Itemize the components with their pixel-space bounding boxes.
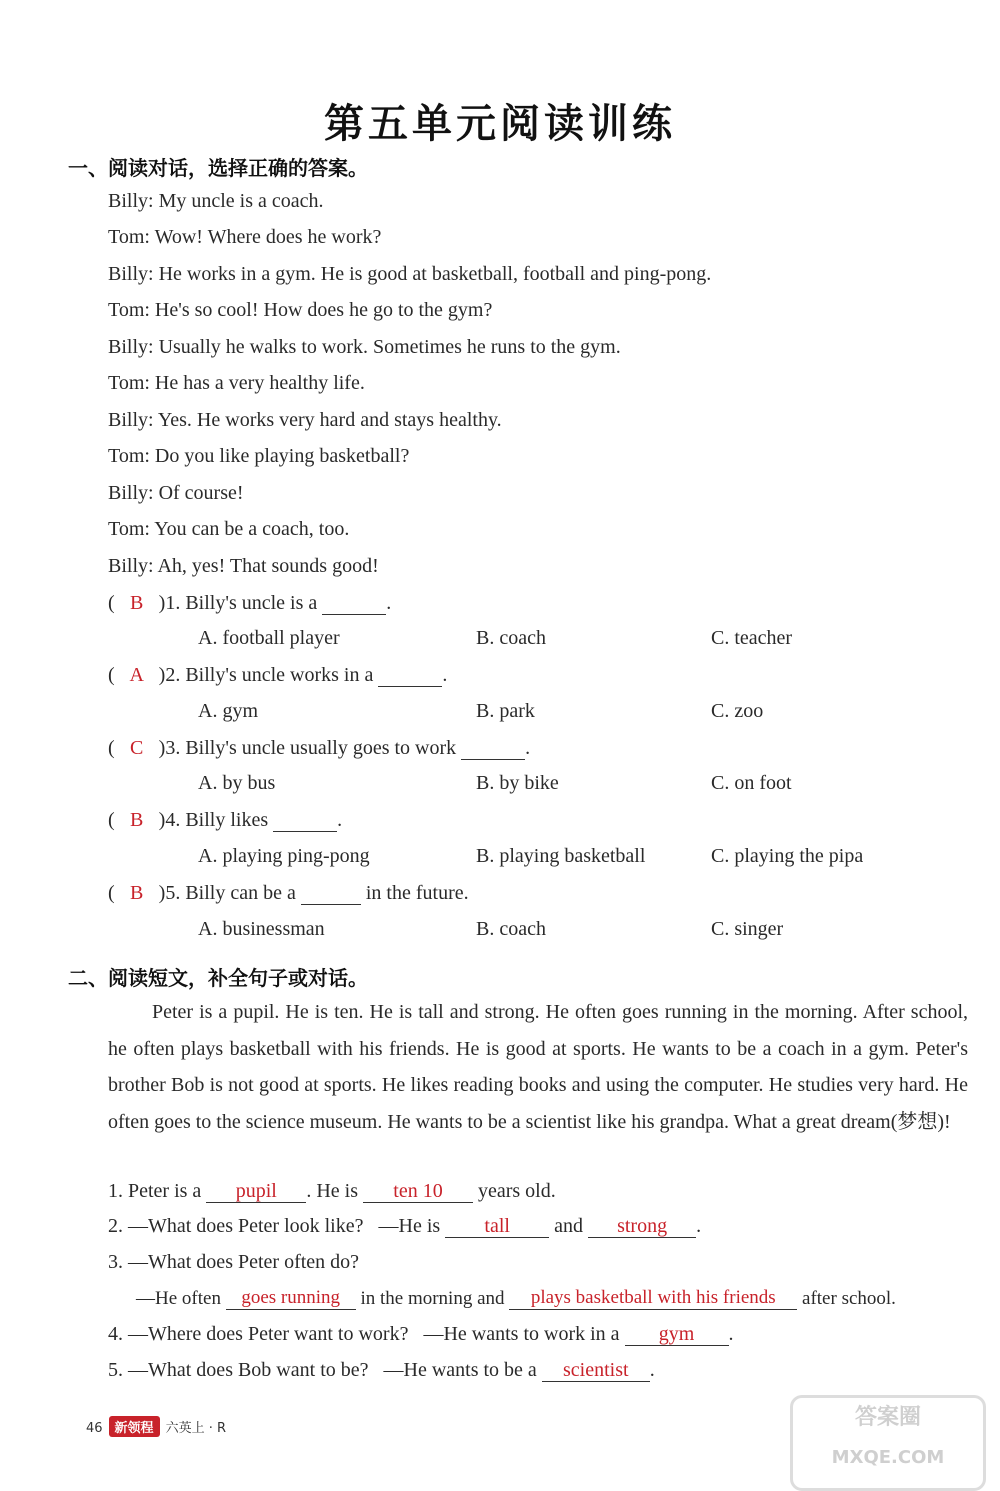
fill-question-3: 3. —What does Peter often do?: [108, 1251, 360, 1273]
blank[interactable]: [378, 664, 442, 687]
option-a: A. gym: [198, 700, 258, 722]
question-4: ( B )4. Billy likes .: [108, 809, 343, 831]
dialogue-line: Billy: Yes. He works very hard and stays healthy.: [108, 409, 502, 431]
dialogue-line: Billy: Of course!: [108, 482, 244, 504]
fill-question-3-answer: —He often goes running in the morning and plays basketball with his friends after school.: [136, 1287, 896, 1309]
answer-mark: B: [130, 592, 144, 614]
option-c: C. zoo: [711, 700, 764, 722]
dialogue-line: Tom: Wow! Where does he work?: [108, 226, 382, 248]
blank[interactable]: [273, 809, 337, 832]
dialogue-line: Billy: Ah, yes! That sounds good!: [108, 555, 379, 577]
blank-answer[interactable]: pupil: [206, 1180, 306, 1203]
dialogue-line: Tom: He has a very healthy life.: [108, 372, 365, 394]
answer-mark: C: [130, 737, 144, 759]
option-a: A. by bus: [198, 772, 276, 794]
question-3: ( C )3. Billy's uncle usually goes to work .: [108, 737, 531, 759]
fill-question-4: 4. —Where does Peter want to work? —He wants to work in a gym .: [108, 1323, 734, 1345]
option-c: C. teacher: [711, 627, 793, 649]
watermark-logo: 答案圈 MXQE.COM: [790, 1395, 986, 1491]
page-footer: [86, 1416, 226, 1437]
blank-answer[interactable]: tall: [445, 1215, 549, 1238]
blank-answer[interactable]: ten 10: [363, 1180, 473, 1203]
dialogue-line: Billy: He works in a gym. He is good at basketball, football and ping-pong.: [108, 263, 712, 285]
option-b: B. coach: [476, 918, 546, 940]
question-2: ( A )2. Billy's uncle works in a .: [108, 664, 448, 686]
fill-question-5: 5. —What does Bob want to be? —He wants to be a scientist .: [108, 1359, 655, 1381]
option-b: B. by bike: [476, 772, 559, 794]
option-b: B. park: [476, 700, 535, 722]
dialogue-line: Tom: You can be a coach, too.: [108, 518, 350, 540]
answer-mark: B: [130, 809, 144, 831]
answer-mark: B: [130, 882, 144, 904]
option-b: B. coach: [476, 627, 546, 649]
dialogue-line: Billy: Usually he walks to work. Sometimes he runs to the gym.: [108, 336, 621, 358]
dialogue-line: Tom: Do you like playing basketball?: [108, 445, 410, 467]
blank-answer[interactable]: goes running: [226, 1287, 356, 1310]
blank[interactable]: [301, 882, 361, 905]
section1-heading: 一、阅读对话，选择正确的答案。: [68, 156, 368, 180]
option-b: B. playing basketball: [476, 845, 646, 867]
dialogue-line: Billy: My uncle is a coach.: [108, 190, 324, 212]
answer-mark: A: [129, 664, 144, 686]
blank-answer[interactable]: scientist: [542, 1359, 650, 1382]
section2-heading: 二、阅读短文，补全句子或对话。: [68, 966, 368, 990]
option-c: C. on foot: [711, 772, 792, 794]
blank-answer[interactable]: strong: [588, 1215, 696, 1238]
dialogue-line: Tom: He's so cool! How does he go to the gym?: [108, 299, 493, 321]
question-5: ( B )5. Billy can be a in the future.: [108, 882, 469, 904]
book-label: 六英上 · R: [165, 1421, 226, 1436]
fill-question-1: 1. Peter is a pupil . He is ten 10 years old.: [108, 1180, 556, 1202]
brand-logo: 新领程: [109, 1416, 160, 1437]
blank[interactable]: [461, 737, 525, 760]
blank-answer[interactable]: gym: [625, 1323, 729, 1346]
option-a: A. playing ping-pong: [198, 845, 370, 867]
blank-answer[interactable]: plays basketball with his friends: [509, 1287, 797, 1310]
fill-question-2: 2. —What does Peter look like? —He is tall and strong .: [108, 1215, 702, 1237]
blank[interactable]: [322, 592, 386, 615]
page-number: 46: [86, 1421, 103, 1436]
option-c: C. singer: [711, 918, 784, 940]
option-a: A. football player: [198, 627, 340, 649]
option-a: A. businessman: [198, 918, 325, 940]
question-1: ( B )1. Billy's uncle is a .: [108, 592, 392, 614]
option-c: C. playing the pipa: [711, 845, 864, 867]
reading-passage: Peter is a pupil. He is ten. He is tall and strong. He often goes running in the morning. After school, he often plays basketball with his friends. He is good at sports. He wants to be a coach in a gym. Peter's brother Bob is not good at sports. He likes reading books and using the computer. He studies very hard. He often goes to the science museum. He wants to be a scientist like his grandpa. What a great dream(梦想)!: [108, 1001, 968, 1133]
page-title: 第五单元阅读训练: [324, 101, 676, 147]
